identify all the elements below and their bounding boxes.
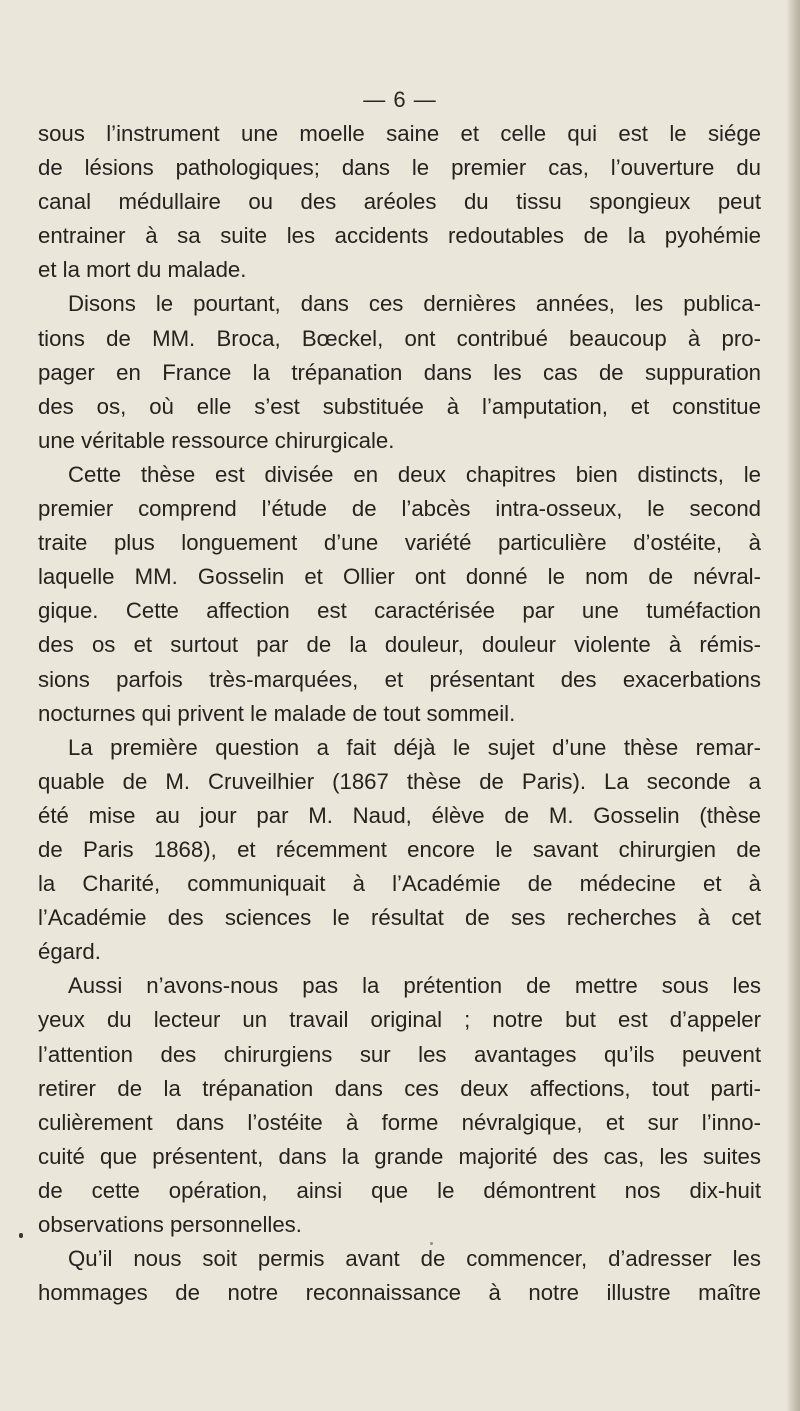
text-line: gique. Cette affection est caractérisée par une tuméfaction [38,598,761,624]
text-line: tions de MM. Broca, Bœckel, ont contribué beaucoup à pro- [38,325,761,351]
body-text [38,117,761,1310]
page-number: — 6 — [363,87,437,112]
text-line: de Paris 1868), et récemment encore le savant chirurgien de [38,836,761,862]
text-line: yeux du lecteur un travail original ; notre but est d’appeler [38,1007,761,1033]
ink-speck [430,1242,433,1245]
paragraph [38,287,761,457]
text-line: l’Académie des sciences le résultat de ses recherches à cet [38,905,761,931]
text-line: la Charité, communiquait à l’Académie de médecine et à [38,871,761,897]
text-line: laquelle MM. Gosselin et Ollier ont donné le nom de névral- [38,564,761,590]
text-line: cuité que présentent, dans la grande majorité des cas, les suites [38,1143,761,1169]
paragraph [38,1242,761,1310]
text-line: premier comprend l’étude de l’abcès intra-osseux, le second [38,496,761,522]
text-line: Disons le pourtant, dans ces dernières années, les publica- [68,291,761,317]
text-line: observations personnelles. [38,1212,302,1237]
text-line: retirer de la trépanation dans ces deux affections, tout parti- [38,1075,761,1101]
text-line: des os et surtout par de la douleur, douleur violente à rémis- [38,632,761,658]
paragraph [38,458,761,731]
text-line: culièrement dans l’ostéite à forme névralgique, et sur l’inno- [38,1109,761,1135]
text-line: de cette opération, ainsi que le démontrent nos dix-huit [38,1177,761,1203]
paragraph [38,117,761,287]
paragraph [38,731,761,970]
text-line: et la mort du malade. [38,257,247,283]
text-line: sous l’instrument une moelle saine et celle qui est le siége [38,121,761,146]
text-line: hommages de notre reconnaissance à notre illustre maître [38,1280,761,1306]
text-line: La première question a fait déjà le sujet d’une thèse remar- [68,734,761,760]
text-line: pager en France la trépanation dans les cas de suppuration [38,359,761,385]
text-line: entrainer à sa suite les accidents redoutables de la pyohémie [38,223,761,249]
text-line: nocturnes qui privent le malade de tout sommeil. [38,700,516,726]
text-line: Aussi n’avons-nous pas la prétention de mettre sous les [68,973,761,999]
page-edge-shadow [786,0,800,1411]
text-line: égard. [38,939,101,965]
text-line: quable de M. Cruveilhier (1867 thèse de Paris). La seconde a [38,768,761,794]
text-line: une véritable ressource chirurgicale. [38,427,395,453]
text-line: l’attention des chirurgiens sur les avantages qu’ils peuvent [38,1041,761,1067]
text-line: canal médullaire ou des aréoles du tissu spongieux peut [38,189,761,215]
text-line: de lésions pathologiques; dans le premier cas, l’ouverture du [38,155,761,181]
text-line: Cette thèse est divisée en deux chapitres bien distincts, le [68,461,761,487]
text-line: des os, où elle s’est substituée à l’amputation, et constitue [38,393,761,419]
paragraph [38,969,761,1242]
text-line: traite plus longuement d’une variété particulière d’ostéite, à [38,530,761,556]
text-line: été mise au jour par M. Naud, élève de M. Gosselin (thèse [38,802,761,828]
text-line: Qu’il nous soit permis avant de commencer, d’adresser les [68,1246,761,1272]
ink-speck [19,1233,23,1238]
text-line: sions parfois très-marquées, et présentant des exacerbations [38,666,761,692]
